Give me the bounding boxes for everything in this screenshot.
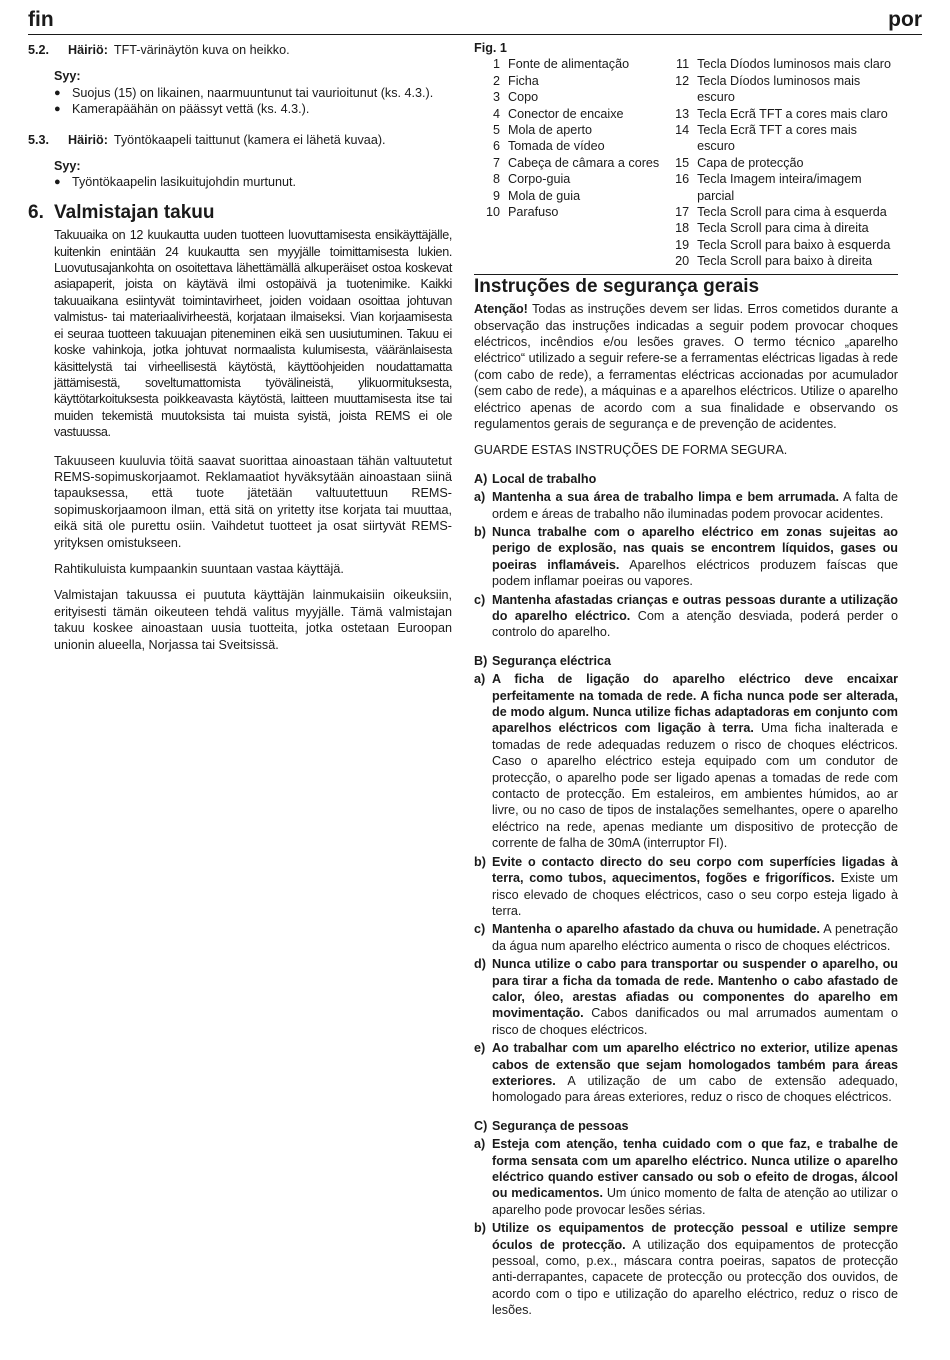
legend-item bbox=[474, 122, 663, 138]
legend-item bbox=[474, 204, 663, 220]
bullet-icon: ● bbox=[54, 176, 61, 189]
rule-text bbox=[492, 1136, 898, 1218]
legend-number: 12 bbox=[675, 73, 690, 88]
legend-item bbox=[663, 220, 898, 236]
rule-text bbox=[492, 1220, 898, 1318]
subsection-title: Segurança eléctrica bbox=[492, 653, 612, 668]
legend-text: Mola de aperto bbox=[508, 123, 593, 138]
rule-item bbox=[474, 921, 898, 954]
rule-letter: c) bbox=[474, 592, 486, 607]
rule-bold-text: Utilize os equipamentos de protecção pessoal e utilize sempre óculos de protecção. bbox=[492, 1221, 898, 1252]
legend-number: 3 bbox=[492, 90, 500, 105]
rule-bold-text: Ao trabalhar com um aparelho eléctrico no exterior, utilize apenas cabos de extensão que sejam homologados também para áreas exteriores. bbox=[492, 1041, 898, 1088]
legend-number: 6 bbox=[492, 139, 500, 154]
rule-text bbox=[492, 592, 898, 641]
rule-plain-text: Aparelhos eléctricos produzem faíscas que podem inflamar poeiras ou vapores. bbox=[492, 557, 898, 589]
rule-plain-text: Cabos danificados ou mal arrumados aumentam o risco de choques eléctricos. bbox=[492, 1006, 898, 1037]
legend-item bbox=[474, 56, 663, 72]
rule-text bbox=[492, 1040, 898, 1106]
section-b bbox=[474, 653, 898, 1106]
legend-text: Tecla Scroll para baixo à direita bbox=[697, 254, 873, 269]
figure-title: Fig. 1 bbox=[474, 41, 507, 55]
legend-item bbox=[474, 171, 663, 187]
subsection-letter: B) bbox=[474, 653, 488, 668]
legend-item bbox=[474, 155, 663, 171]
legend-number: 14 bbox=[675, 123, 690, 138]
rule-letter: a) bbox=[474, 1137, 486, 1152]
figure-legend-col-2 bbox=[663, 56, 898, 269]
bullet-text: Kamerapäähän on päässyt vettä (ks. 4.3.). bbox=[72, 102, 310, 117]
legend-number: 13 bbox=[675, 106, 690, 121]
rule-item bbox=[474, 1040, 898, 1106]
subsection-title: Local de trabalho bbox=[492, 471, 597, 486]
attention-label: Atenção! bbox=[474, 302, 528, 317]
rule-text bbox=[492, 671, 898, 851]
legend-text: Mola de guia bbox=[508, 188, 581, 203]
rule-bold-text: Esteja com atenção, tenha cuidado com o que faz, e trabalhe de forma sensata com um aparelho eléctrico. Nunca utilize o aparelho eléctrico quando estiver cansado ou sob o efeito de drogas, álcool ou medicamentos. bbox=[492, 1137, 898, 1201]
legend-text: Parafuso bbox=[508, 205, 559, 220]
bullet-icon: ● bbox=[54, 103, 61, 116]
legend-number: 9 bbox=[492, 188, 500, 203]
rule-letter: e) bbox=[474, 1041, 486, 1056]
cause-heading: Syy: bbox=[54, 159, 81, 174]
rule-plain-text: A falta de ordem e áreas de trabalho não iluminadas podem provocar acidentes. bbox=[492, 490, 898, 521]
rule-letter: a) bbox=[474, 490, 486, 505]
rule-text bbox=[492, 524, 898, 590]
subsection-heading bbox=[474, 653, 898, 669]
warranty-paragraph-2: Takuuseen kuuluvia töitä saavat suorittaa ainoastaan tähän valtuutetut REMS-sopimuskorjaamot. Reklamaatiot hyväksytään ainoastaan siinä tapauksessa, että tuote jätetään valtuutettuun REMS-sopimuskorjaamoon ilman, että sitä on yritetty itse korjata tai muuttaa, eikä sitä ole purettu osiin. Vaihdetut tuotteet ja osat siirtyvät REMS-yrityksen omistukseen. bbox=[54, 453, 452, 550]
legend-item bbox=[474, 138, 663, 154]
rule-letter: c) bbox=[474, 922, 486, 937]
subsection-heading bbox=[474, 471, 898, 487]
section-a bbox=[474, 471, 898, 641]
warranty-paragraph-4: Valmistajan takuussa ei puututa käyttäjän lainmukaisiin oikeuksiin, erityisesti tämän oikeuteen tehdä valitus myyjälle. Tämä valmistajan takuu koskee ainoastaan uusia tuotteita, jotka ostetaan Euroopan unionin alueella, Norjassa tai Sveitsissä. bbox=[54, 588, 452, 652]
rule-letter: a) bbox=[474, 672, 486, 687]
rule-bold-text: Nunca utilize o cabo para transportar ou suspender o aparelho, ou para tirar a ficha da tomada de rede. Mantenho o cabo afastado de calor, óleo, arestas afiadas ou componentes do aparelho em movimentação. bbox=[492, 957, 898, 1021]
legend-item bbox=[474, 188, 663, 204]
fault-label: Häiriö: bbox=[68, 132, 108, 147]
legend-number: 16 bbox=[675, 172, 690, 187]
rule-plain-text: Uma ficha inalterada e tomadas de rede adequadas reduzem o risco de choques eléctricos. Caso o aparelho eléctrico esteja equipado com um condutor de protecção, o aparelho pode ser ligado apenas a tomadas de rede com contacto de protecção. Em estaleiros, em ambientes húmidos, ao ar livre, ou no caso de tipos de instalações semelhantes, opere o aparelho eléctrico na rede, apenas mediante um dispositivo de protecção de corrente de falha de 30mA (interruptor FI). bbox=[492, 721, 898, 851]
legend-item bbox=[663, 122, 898, 155]
rule-bold-text: A ficha de ligação do aparelho eléctrico deve encaixar perfeitamente na tomada de rede. A ficha nunca pode ser alterada, de modo algum. Nunca utilize fichas adaptadoras em conjunto com aparelhos eléctricos com ligação à terra. bbox=[492, 672, 898, 736]
rule-item bbox=[474, 671, 898, 851]
intro-text: Todas as instruções devem ser lidas. Erros cometidos durante a observação das instruções indicadas a seguir podem provocar choques eléctricos, incêndios e/ou lesões graves. O termo técnico „aparelho eléctrico“ utilizado a seguir refere-se a ferramentas eléctricas ligadas à rede (com cabo de rede), a ferramentas eléctricas accionadas por acumulador (sem cabo de rede), a máquinas e a aparelhos eléctricos. Utilize o aparelho eléctrico apenas de acordo com a sua finalidade e observando os regulamentos gerais de segurança e de prevenção de acidentes. bbox=[474, 302, 898, 431]
rule-item bbox=[474, 524, 898, 590]
bullet-item bbox=[54, 85, 452, 101]
bullet-icon: ● bbox=[54, 86, 61, 99]
rule-letter: d) bbox=[474, 957, 486, 972]
figure-legend bbox=[474, 56, 898, 269]
legend-number: 19 bbox=[675, 237, 690, 252]
right-column bbox=[474, 40, 898, 1319]
warranty-paragraph-3: Rahtikuluista kumpaankin suuntaan vastaa käyttäjä. bbox=[54, 561, 344, 576]
rule-bold-text: Mantenha o aparelho afastado da chuva ou humidade. bbox=[492, 922, 821, 937]
fault-number: 5.2. bbox=[28, 43, 50, 57]
legend-item bbox=[663, 155, 898, 171]
rule-letter: b) bbox=[474, 854, 486, 869]
legend-text: Capa de protecção bbox=[697, 155, 804, 170]
legend-text: Corpo-guia bbox=[508, 172, 571, 187]
rule-item bbox=[474, 956, 898, 1038]
rule-text bbox=[492, 854, 898, 920]
legend-number: 2 bbox=[492, 73, 500, 88]
rule-letter: b) bbox=[474, 524, 486, 539]
warranty-paragraph-1: Takuuaika on 12 kuukautta uuden tuotteen luovuttamisesta ensikäyttäjälle, kuitenkin enintään 24 kuukautta sen myyjälle toimittamisesta lukien. Luovutusajankohta on osoitettava lähettämällä alkuperäiset ostoa koskevat asiapaperit, joista on käytävä ilmi ostopäivä ja tuotenimike. Kaikki takuuaikana esiintyvät toimintavirheet, joiden voidaan osoittaa johtuvan valmistus- tai materiaalivirheestä, korjataan ilmaiseksi. Vian korjaamisesta ei seuraa tuotteen takuuajan piteneminen eikä sen uusiutuminen. Takuu ei koske vahinkoja, jotka johtuvat normaalista kulumisesta, vääränlaisesta käsittelystä tai virheellisestä käytöstä, käyttöohjeiden noudattamatta jättämisestä, soveltumattomista työvälineistä, ylikuormituksesta, käyttötarkoituksesta poikkeavasta käytöstä, laitteen muuttamisesta itse tai muiden tekemistä muutoksista tai muista syistä, joista REMS ei ole vastuussa. bbox=[54, 228, 452, 440]
fault-text: TFT-värinäytön kuva on heikko. bbox=[113, 43, 290, 57]
legend-item bbox=[663, 237, 898, 253]
header-language-right: por bbox=[888, 8, 922, 31]
cause-heading: Syy: bbox=[54, 69, 81, 84]
section-divider bbox=[474, 274, 898, 275]
legend-text: Tecla Díodos luminosos mais claro bbox=[697, 57, 891, 72]
rule-plain-text: A utilização dos equipamentos de protecção pessoal, como, p.ex., máscara contra poeiras, sapatos de protecção anti-derrapantes, capacete de protecção ou protecção dos ouvidos, de acordo com o tipo e utilização do aparelho eléctrico, reduz o risco de lesões. bbox=[492, 1237, 899, 1318]
legend-text: Copo bbox=[508, 90, 539, 105]
page-header bbox=[28, 8, 922, 35]
legend-number: 7 bbox=[492, 155, 500, 170]
legend-text: Tecla Scroll para cima à esquerda bbox=[697, 205, 887, 220]
legend-number: 1 bbox=[492, 57, 500, 72]
legend-item bbox=[663, 56, 898, 72]
rule-plain-text: A penetração da água num aparelho eléctrico aumenta o risco de choques eléctricos. bbox=[492, 922, 898, 953]
legend-text: Ficha bbox=[508, 73, 539, 88]
rule-item bbox=[474, 489, 898, 522]
section-title: Valmistajan takuu bbox=[54, 201, 215, 223]
legend-number: 18 bbox=[675, 221, 690, 236]
keep-instructions: GUARDE ESTAS INSTRUÇÕES DE FORMA SEGURA. bbox=[474, 443, 788, 458]
legend-number: 20 bbox=[675, 254, 690, 269]
rule-plain-text: Um único momento de falta de atenção ao utilizar o aparelho pode provocar lesões sérias. bbox=[492, 1186, 898, 1217]
legend-text: Tecla Scroll para cima à direita bbox=[697, 221, 869, 236]
rule-text bbox=[492, 921, 898, 954]
bullet-text: Suojus (15) on likainen, naarmuuntunut tai vaurioitunut (ks. 4.3.). bbox=[72, 85, 434, 100]
rule-item bbox=[474, 592, 898, 641]
rule-text bbox=[492, 489, 898, 522]
legend-number: 8 bbox=[492, 172, 500, 187]
safety-title: Instruções de segurança gerais bbox=[474, 275, 760, 297]
rule-item bbox=[474, 1220, 898, 1318]
legend-item bbox=[663, 171, 898, 204]
legend-number: 4 bbox=[492, 106, 500, 121]
rule-bold-text: Evite o contacto directo do seu corpo com superfícies ligadas à terra, como tubos, aquecimentos, fogões e frigoríficos. bbox=[492, 854, 898, 886]
rule-plain-text: Com a atenção desviada, poderá perder o controlo do aparelho. bbox=[492, 609, 898, 640]
legend-item bbox=[663, 106, 898, 122]
subsection-letter: C) bbox=[474, 1118, 488, 1133]
rule-letter: b) bbox=[474, 1221, 486, 1236]
legend-item bbox=[474, 89, 663, 105]
rule-item bbox=[474, 1136, 898, 1218]
rule-bold-text: Mantenha afastadas crianças e outras pessoas durante a utilização do aparelho eléctrico. bbox=[492, 592, 898, 623]
legend-item bbox=[474, 106, 663, 122]
rule-bold-text: Mantenha a sua área de trabalho limpa e bem arrumada. bbox=[492, 490, 839, 505]
section-number: 6. bbox=[28, 201, 44, 223]
safety-intro bbox=[474, 301, 898, 432]
legend-text: Conector de encaixe bbox=[508, 106, 624, 121]
legend-item bbox=[474, 73, 663, 89]
subsection-heading bbox=[474, 1118, 898, 1134]
fault-text: Työntökaapeli taittunut (kamera ei lähetä kuvaa). bbox=[113, 132, 386, 147]
legend-text: Tecla Scroll para baixo à esquerda bbox=[697, 237, 891, 252]
header-language-left: fin bbox=[28, 8, 54, 31]
left-column bbox=[28, 40, 452, 653]
rule-item bbox=[474, 854, 898, 920]
legend-item bbox=[663, 253, 898, 269]
legend-number: 5 bbox=[492, 123, 500, 138]
legend-number: 17 bbox=[675, 205, 690, 220]
legend-text: Tecla Ecrã TFT a cores mais claro bbox=[697, 106, 888, 121]
rule-plain-text: Existe um risco elevado de choques eléctricos, caso o seu corpo esteja ligado à terra. bbox=[492, 871, 898, 918]
section-6-heading bbox=[28, 201, 452, 223]
rule-bold-text: Nunca trabalhe com o aparelho eléctrico em zonas sujeitas ao perigo de explosão, nas quais se encontrem líquidos, gases ou poeiras inflamáveis. bbox=[492, 524, 898, 572]
fault-label: Häiriö: bbox=[68, 43, 108, 57]
legend-text: Tecla Imagem inteira/imagem parcial bbox=[697, 172, 862, 203]
bullet-item bbox=[54, 174, 452, 190]
subsection-letter: A) bbox=[474, 471, 488, 486]
legend-text: Fonte de alimentação bbox=[508, 57, 630, 72]
legend-text: Cabeça de câmara a cores bbox=[508, 155, 660, 170]
legend-number: 10 bbox=[485, 205, 500, 220]
rule-plain-text: A utilização de um cabo de extensão adequado, homologado para áreas exteriores, reduz o risco de choques eléctricos. bbox=[492, 1073, 898, 1105]
legend-item bbox=[663, 73, 898, 106]
rule-text bbox=[492, 956, 898, 1038]
fault-number: 5.3. bbox=[28, 132, 50, 147]
legend-number: 11 bbox=[676, 57, 690, 72]
legend-text: Tecla Ecrã TFT a cores mais escuro bbox=[697, 123, 857, 154]
fault-5-2 bbox=[28, 42, 452, 58]
legend-text: Tomada de vídeo bbox=[508, 139, 605, 154]
bullet-text: Työntökaapelin lasikuitujohdin murtunut. bbox=[72, 175, 297, 190]
section-c bbox=[474, 1118, 898, 1319]
legend-item bbox=[663, 204, 898, 220]
legend-text: Tecla Díodos luminosos mais escuro bbox=[697, 73, 861, 105]
legend-number: 15 bbox=[675, 155, 690, 170]
bullet-item bbox=[54, 101, 452, 117]
figure-legend-col-1 bbox=[474, 56, 663, 269]
fault-5-3 bbox=[28, 132, 452, 148]
subsection-title: Segurança de pessoas bbox=[492, 1118, 629, 1133]
